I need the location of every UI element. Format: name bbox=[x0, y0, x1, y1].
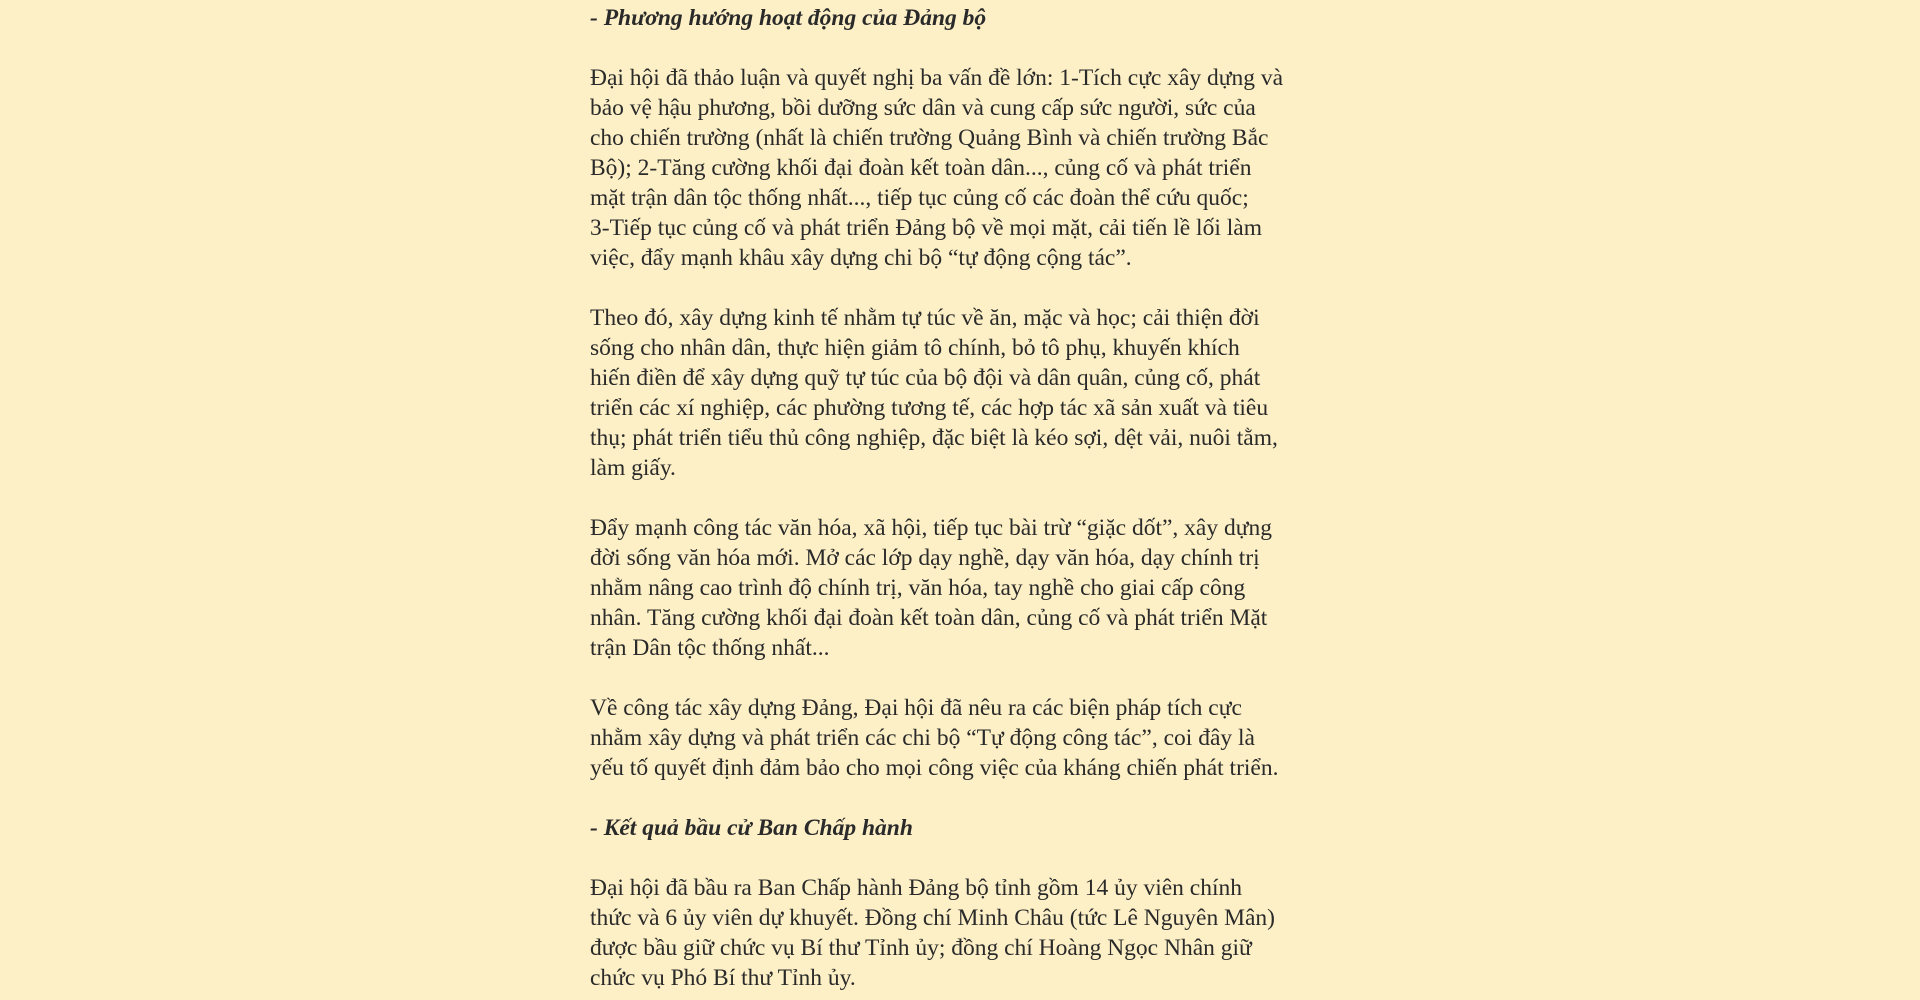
text-line: 3-Tiếp tục củng cố và phát triển Đảng bộ về mọi mặt, cải tiến lề lối làm bbox=[590, 215, 1262, 241]
text-line: triển các xí nghiệp, các phường tương tế, các hợp tác xã sản xuất và tiêu bbox=[590, 395, 1269, 421]
text-line: nhân. Tăng cường khối đại đoàn kết toàn dân, củng cố và phát triển Mặt bbox=[590, 605, 1268, 631]
paragraph-economy bbox=[590, 303, 1278, 483]
text-line: làm giấy. bbox=[590, 455, 676, 481]
paragraph-election bbox=[590, 873, 1275, 993]
text-line: chức vụ Phó Bí thư Tỉnh ủy. bbox=[590, 965, 856, 991]
text-line: Đại hội đã thảo luận và quyết nghị ba vấn đề lớn: 1-Tích cực xây dựng và bbox=[590, 65, 1284, 91]
text-line: Đẩy mạnh công tác văn hóa, xã hội, tiếp tục bài trừ “giặc dốt”, xây dựng bbox=[590, 515, 1272, 541]
text-line: hiến điền để xây dựng quỹ tự túc của bộ đội và dân quân, củng cố, phát bbox=[590, 365, 1261, 391]
text-line: sống cho nhân dân, thực hiện giảm tô chính, bỏ tô phụ, khuyến khích bbox=[590, 335, 1240, 361]
text-line: nhằm nâng cao trình độ chính trị, văn hóa, tay nghề cho giai cấp công bbox=[590, 575, 1246, 601]
text-line: Theo đó, xây dựng kinh tế nhằm tự túc về ăn, mặc và học; cải thiện đời bbox=[590, 305, 1260, 331]
text-line: trận Dân tộc thống nhất... bbox=[590, 635, 830, 661]
text-line: mặt trận dân tộc thống nhất..., tiếp tục củng cố các đoàn thể cứu quốc; bbox=[590, 185, 1249, 211]
paragraph-resolutions bbox=[590, 63, 1283, 273]
section-heading-election-results: - Kết quả bầu cử Ban Chấp hành bbox=[590, 815, 913, 841]
text-line: yếu tố quyết định đảm bảo cho mọi công việc của kháng chiến phát triển. bbox=[590, 755, 1279, 781]
text-line: Bộ); 2-Tăng cường khối đại đoàn kết toàn dân..., củng cố và phát triển bbox=[590, 155, 1252, 181]
section-heading-action-direction: - Phương hướng hoạt động của Đảng bộ bbox=[590, 5, 987, 31]
text-line: việc, đẩy mạnh khâu xây dựng chi bộ “tự động cộng tác”. bbox=[590, 245, 1132, 271]
text-line: Về công tác xây dựng Đảng, Đại hội đã nêu ra các biện pháp tích cực bbox=[590, 695, 1242, 721]
text-line: cho chiến trường (nhất là chiến trường Quảng Bình và chiến trường Bắc bbox=[590, 125, 1269, 151]
text-line: thức và 6 ủy viên dự khuyết. Đồng chí Minh Châu (tức Lê Nguyên Mân) bbox=[590, 905, 1275, 931]
paragraph-culture-society bbox=[590, 513, 1272, 663]
text-line: thụ; phát triển tiểu thủ công nghiệp, đặc biệt là kéo sợi, dệt vải, nuôi tằm, bbox=[590, 425, 1278, 451]
text-line: nhằm xây dựng và phát triển các chi bộ “Tự động công tác”, coi đây là bbox=[590, 725, 1255, 751]
text-line: bảo vệ hậu phương, bồi dưỡng sức dân và cung cấp sức người, sức của bbox=[590, 95, 1256, 121]
text-line: Đại hội đã bầu ra Ban Chấp hành Đảng bộ tỉnh gồm 14 ủy viên chính bbox=[590, 875, 1242, 901]
text-line: đời sống văn hóa mới. Mở các lớp dạy nghề, dạy văn hóa, dạy chính trị bbox=[590, 545, 1260, 571]
paragraph-party-building bbox=[590, 693, 1278, 783]
text-line: được bầu giữ chức vụ Bí thư Tỉnh ủy; đồng chí Hoàng Ngọc Nhân giữ bbox=[590, 935, 1252, 961]
